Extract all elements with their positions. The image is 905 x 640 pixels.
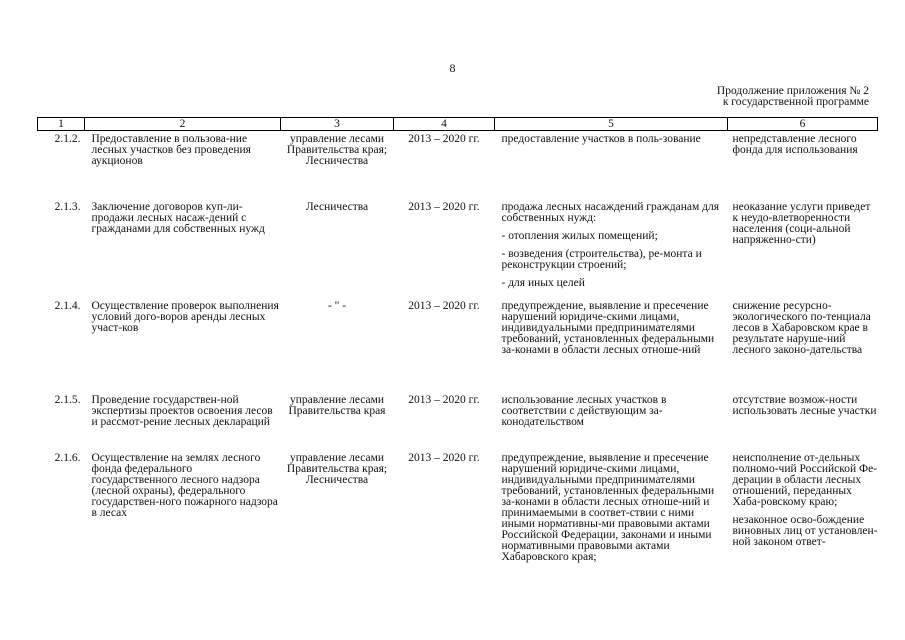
table-row — [38, 392, 878, 450]
period: 2013 – 2020 гг. — [408, 452, 480, 464]
column-header: 5 — [495, 118, 728, 131]
result-text: продажа лесных насаждений гражданам для собственных нужд: — [501, 201, 720, 224]
consequence-text: неоказание услуги приведет к неудо-влетворенности населения (соци-альной напряженно-сти) — [732, 201, 871, 246]
header-row — [38, 118, 878, 131]
row-number: 2.1.6. — [54, 452, 81, 464]
consequence — [728, 450, 878, 613]
consequence-text: незаконное осво-бождение виновных лиц от установлен-ной законом ответ- — [732, 514, 878, 548]
expected-result — [495, 131, 728, 200]
executor: управление лесами Правительства края; Лесничества — [286, 452, 388, 486]
table-row — [38, 450, 878, 613]
result-item: - отопления жилых помещений; — [501, 230, 658, 242]
measure-name: Предоставление в пользова-ние лесных участков без проведения аукционов — [91, 133, 251, 167]
expected-result — [495, 298, 728, 392]
column-header: 6 — [728, 118, 878, 131]
consequence — [728, 199, 878, 298]
period: 2013 – 2020 гг. — [408, 201, 480, 213]
consequence-text: неисполнение от-дельных полномо-чий Российской Фе-дерации в области лесных отношений, переданных Хаба-ровскому краю; — [732, 452, 878, 508]
table-row — [38, 298, 878, 392]
appendix-line-1: Продолжение приложения № 2 — [716, 85, 869, 97]
result-text: использование лесных участков в соответствии с действующим за-конодательством — [501, 394, 667, 428]
appendix-line-2: к государственной программе — [722, 96, 869, 108]
consequence-text: снижение ресурсно-экологического по-тенциала лесов в Хабаровском крае в результате наруше-ний лесного законо-дательства — [732, 300, 871, 356]
period: 2013 – 2020 гг. — [408, 133, 480, 145]
period: 2013 – 2020 гг. — [408, 300, 480, 312]
measure-name: Осуществление проверок выполнения условий дого-воров аренды лесных участ-ков — [91, 300, 279, 334]
column-header: 1 — [38, 118, 85, 131]
row-number: 2.1.4. — [54, 300, 81, 312]
executor: - " - — [327, 300, 347, 312]
measure-name: Проведение государствен-ной экспертизы проектов освоения лесов и рассмот-рение лесных деклараций — [91, 394, 273, 428]
result-text: предупреждение, выявление и пресечение нарушений юридиче-скими лицами, индивидуальными предпринимателями требований, установленных федеральными за-конами в области лесных отноше-ний и принимаемыми в соответ-ствии с ними иными нормативны-ми правовыми актами Российской Федерации, законами и иными нормативными правовыми актами Хабаровского края; — [501, 452, 715, 563]
result-text: предоставление участков в поль-зование — [501, 133, 701, 145]
expected-result — [495, 199, 728, 298]
row-number: 2.1.5. — [54, 394, 81, 406]
measure-name: Осуществление на землях лесного фонда федерального государственного лесного надзора (лесной охраны), федерального государствен-ного пожарного надзора в лесах — [91, 452, 278, 519]
expected-result — [495, 450, 728, 613]
page-number: 8 — [449, 61, 456, 75]
result-text: предупреждение, выявление и пресечение нарушений юридиче-скими лицами, индивидуальными предпринимателями требований, установленных федеральными за-конами в области лесных отноше-ний — [501, 300, 715, 356]
measure-name: Заключение договоров куп-ли-продажи лесных насаж-дений с гражданами для собственных нужд — [91, 201, 265, 235]
consequence-text: непредставление лесного фонда для использования — [732, 133, 858, 156]
executor: управление лесами Правительства края; Лесничества — [286, 133, 388, 167]
consequence — [728, 392, 878, 450]
executor: управление лесами Правительства края — [288, 394, 386, 417]
executor: Лесничества — [305, 201, 369, 213]
result-item: - возведения (строительства), ре-монта и реконструкции строений; — [501, 248, 702, 271]
expected-result — [495, 392, 728, 450]
period: 2013 – 2020 гг. — [408, 394, 480, 406]
table-row — [38, 131, 878, 200]
column-header: 4 — [394, 118, 495, 131]
consequence — [728, 131, 878, 200]
appendix-note — [717, 86, 869, 108]
column-header: 2 — [85, 118, 281, 131]
consequence-text: отсутствие возмож-ности использовать лесные участки — [732, 394, 877, 417]
table-row — [38, 199, 878, 298]
program-table — [37, 117, 878, 613]
consequence — [728, 298, 878, 392]
column-header: 3 — [281, 118, 394, 131]
row-number: 2.1.2. — [54, 133, 81, 145]
row-number: 2.1.3. — [54, 201, 81, 213]
result-item: - для иных целей — [501, 277, 585, 289]
